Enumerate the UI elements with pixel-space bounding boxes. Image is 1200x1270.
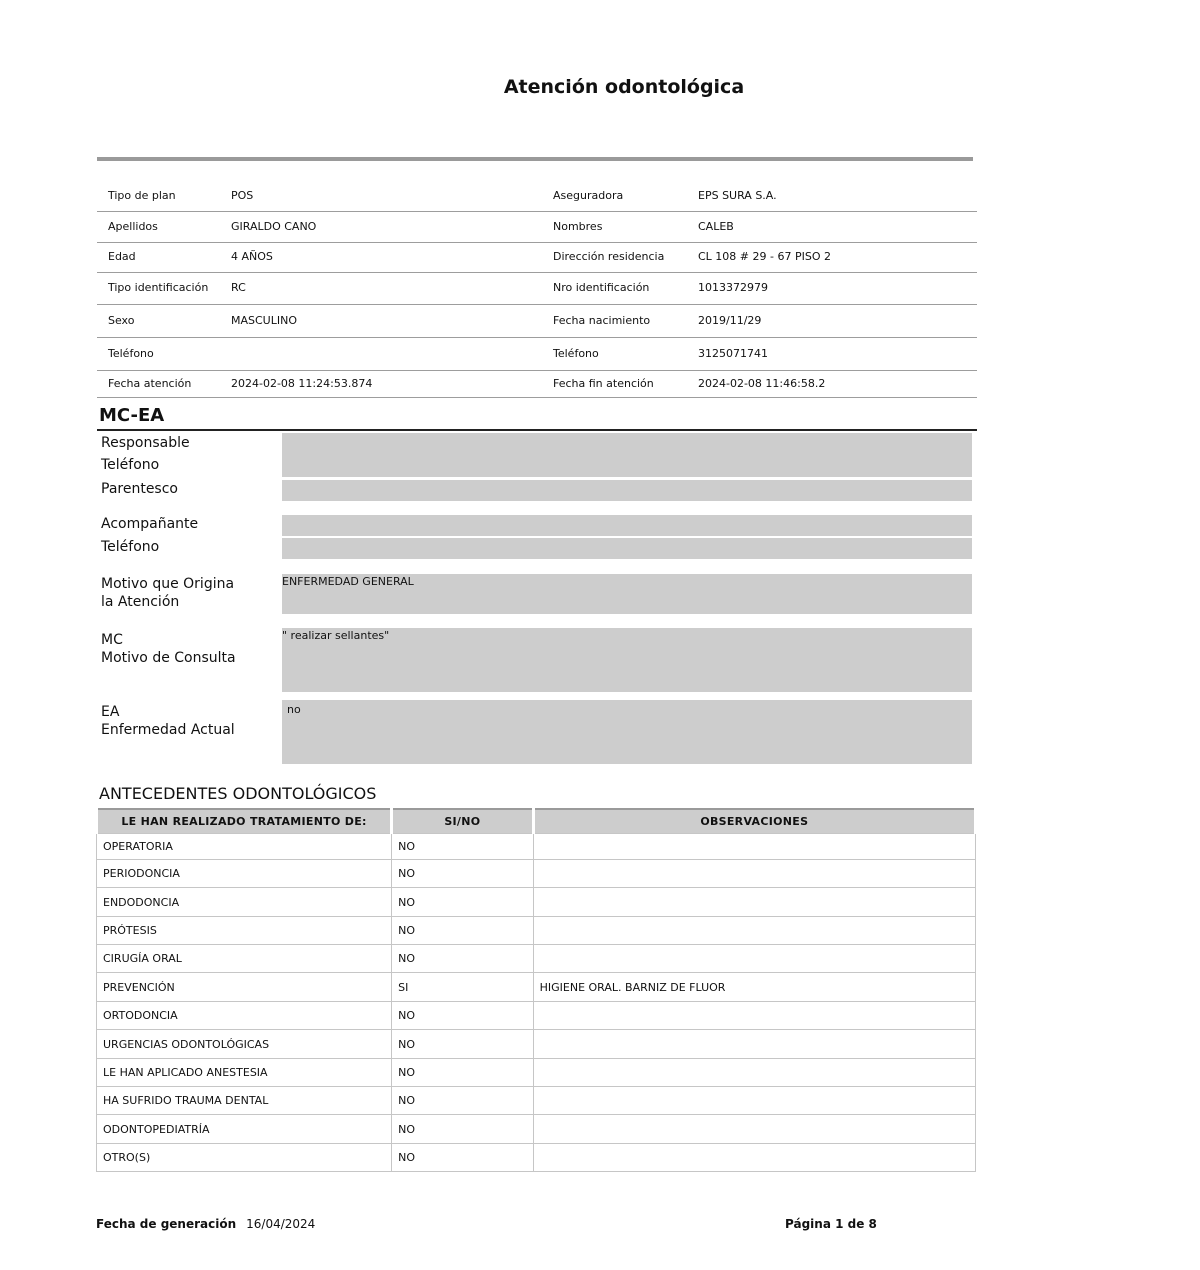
column-header-treatment: LE HAN REALIZADO TRATAMIENTO DE:	[97, 809, 392, 834]
table-row	[97, 917, 976, 945]
observaciones-cell	[533, 917, 975, 945]
header-divider	[97, 157, 973, 161]
si-no-cell: NO	[392, 1059, 534, 1087]
field-value: CL 108 # 29 - 67 PISO 2	[698, 250, 831, 263]
patient-info-table	[97, 182, 977, 398]
observaciones-cell	[533, 1115, 975, 1144]
field-value: 1013372979	[698, 281, 768, 294]
telefono-acompanante-field	[282, 538, 972, 559]
treatment-cell: CIRUGÍA ORAL	[97, 945, 392, 973]
motivo-origen-value: ENFERMEDAD GENERAL	[282, 575, 414, 588]
observaciones-cell	[533, 1030, 975, 1059]
si-no-cell: SI	[392, 973, 534, 1002]
field-label: Aseguradora	[553, 189, 624, 202]
si-no-cell: NO	[392, 888, 534, 917]
antecedentes-header-row	[97, 809, 976, 834]
field-value: 2024-02-08 11:46:58.2	[698, 377, 826, 390]
table-row	[97, 1087, 976, 1115]
footer-generation	[96, 1217, 315, 1231]
treatment-cell: HA SUFRIDO TRAUMA DENTAL	[97, 1087, 392, 1115]
field-value: POS	[231, 189, 254, 202]
treatment-cell: LE HAN APLICADO ANESTESIA	[97, 1059, 392, 1087]
si-no-cell: NO	[392, 1115, 534, 1144]
document-title: Atención odontológica	[503, 76, 745, 98]
observaciones-cell	[533, 834, 975, 860]
field-label: Teléfono	[553, 347, 599, 360]
field-label: Fecha nacimiento	[553, 314, 651, 327]
page-number: Página 1 de 8	[785, 1217, 877, 1231]
field-label: Nombres	[553, 220, 603, 233]
telefono-responsable-label: Teléfono	[101, 457, 160, 473]
ea-label-line2: Enfermedad Actual	[101, 722, 235, 738]
acompanante-field	[282, 515, 972, 536]
field-value: EPS SURA S.A.	[698, 189, 777, 202]
si-no-cell: NO	[392, 1087, 534, 1115]
parentesco-label: Parentesco	[101, 481, 178, 497]
table-row	[97, 1002, 976, 1030]
mc-label-line1: MC	[101, 632, 123, 648]
field-value: 4 AÑOS	[231, 250, 273, 263]
si-no-cell: NO	[392, 945, 534, 973]
acompanante-label: Acompañante	[101, 516, 199, 532]
antecedentes-table	[95, 808, 977, 1172]
si-no-cell: NO	[392, 834, 534, 860]
field-label: Edad	[108, 250, 136, 263]
field-value: RC	[231, 281, 246, 294]
mc-ea-divider	[97, 429, 977, 431]
table-row	[97, 1115, 976, 1144]
observaciones-cell	[533, 1002, 975, 1030]
field-value: CALEB	[698, 220, 734, 233]
responsable-label: Responsable	[101, 435, 190, 451]
mc-label-line2: Motivo de Consulta	[101, 650, 236, 666]
responsable-field	[282, 433, 972, 477]
patient-info-row	[97, 371, 977, 398]
field-value: GIRALDO CANO	[231, 220, 317, 233]
mc-label	[101, 631, 236, 667]
column-header-observaciones: OBSERVACIONES	[533, 809, 975, 834]
field-value: 2019/11/29	[698, 314, 762, 327]
treatment-cell: URGENCIAS ODONTOLÓGICAS	[97, 1030, 392, 1059]
ea-value: no	[287, 703, 301, 716]
table-row	[97, 1030, 976, 1059]
mc-ea-heading: MC-EA	[99, 405, 165, 426]
treatment-cell: PERIODONCIA	[97, 860, 392, 888]
parentesco-field	[282, 480, 972, 501]
motivo-origen-label-line2: la Atención	[101, 594, 180, 610]
generation-date: 16/04/2024	[246, 1217, 316, 1231]
field-label: Sexo	[108, 314, 135, 327]
observaciones-cell	[533, 860, 975, 888]
si-no-cell: NO	[392, 917, 534, 945]
treatment-cell: OTRO(S)	[97, 1144, 392, 1172]
patient-info-row	[97, 273, 977, 305]
treatment-cell: ODONTOPEDIATRÍA	[97, 1115, 392, 1144]
field-label: Teléfono	[108, 347, 154, 360]
ea-label-line1: EA	[101, 704, 120, 720]
motivo-origen-label-line1: Motivo que Origina	[101, 576, 235, 592]
patient-info-row	[97, 305, 977, 338]
field-label: Nro identificación	[553, 281, 650, 294]
observaciones-cell	[533, 1059, 975, 1087]
antecedentes-heading: ANTECEDENTES ODONTOLÓGICOS	[99, 784, 377, 803]
table-row	[97, 834, 976, 860]
treatment-cell: ENDODONCIA	[97, 888, 392, 917]
treatment-cell: OPERATORIA	[97, 834, 392, 860]
table-row	[97, 860, 976, 888]
motivo-origen-label	[101, 575, 234, 611]
field-label: Fecha atención	[108, 377, 192, 390]
field-label: Tipo de plan	[108, 189, 176, 202]
generation-label: Fecha de generación	[96, 1217, 237, 1231]
table-row	[97, 888, 976, 917]
observaciones-cell	[533, 1144, 975, 1172]
table-row	[97, 945, 976, 973]
field-label: Fecha fin atención	[553, 377, 654, 390]
field-label: Tipo identificación	[108, 281, 209, 294]
table-row	[97, 1144, 976, 1172]
si-no-cell: NO	[392, 1030, 534, 1059]
si-no-cell: NO	[392, 1002, 534, 1030]
observaciones-cell	[533, 888, 975, 917]
treatment-cell: PRÓTESIS	[97, 917, 392, 945]
patient-info-row	[97, 243, 977, 273]
patient-info-row	[97, 182, 977, 212]
field-value: MASCULINO	[231, 314, 297, 327]
antecedentes-body	[97, 834, 976, 1172]
table-row	[97, 1059, 976, 1087]
motivo-origen-field	[282, 574, 972, 614]
mc-field	[282, 628, 972, 692]
observaciones-cell: HIGIENE ORAL. BARNIZ DE FLUOR	[533, 973, 975, 1002]
table-row	[97, 973, 976, 1002]
observaciones-cell	[533, 945, 975, 973]
patient-info-row	[97, 212, 977, 243]
ea-field	[282, 700, 972, 764]
field-value: 3125071741	[698, 347, 768, 360]
mc-value: " realizar sellantes"	[282, 629, 390, 642]
si-no-cell: NO	[392, 860, 534, 888]
column-header-si-no: SI/NO	[392, 809, 534, 834]
field-label: Apellidos	[108, 220, 158, 233]
field-label: Dirección residencia	[553, 250, 665, 263]
treatment-cell: PREVENCIÓN	[97, 973, 392, 1002]
field-value: 2024-02-08 11:24:53.874	[231, 377, 373, 390]
patient-info-row	[97, 338, 977, 371]
treatment-cell: ORTODONCIA	[97, 1002, 392, 1030]
observaciones-cell	[533, 1087, 975, 1115]
si-no-cell: NO	[392, 1144, 534, 1172]
telefono-acompanante-label: Teléfono	[101, 539, 160, 555]
ea-label	[101, 703, 235, 739]
